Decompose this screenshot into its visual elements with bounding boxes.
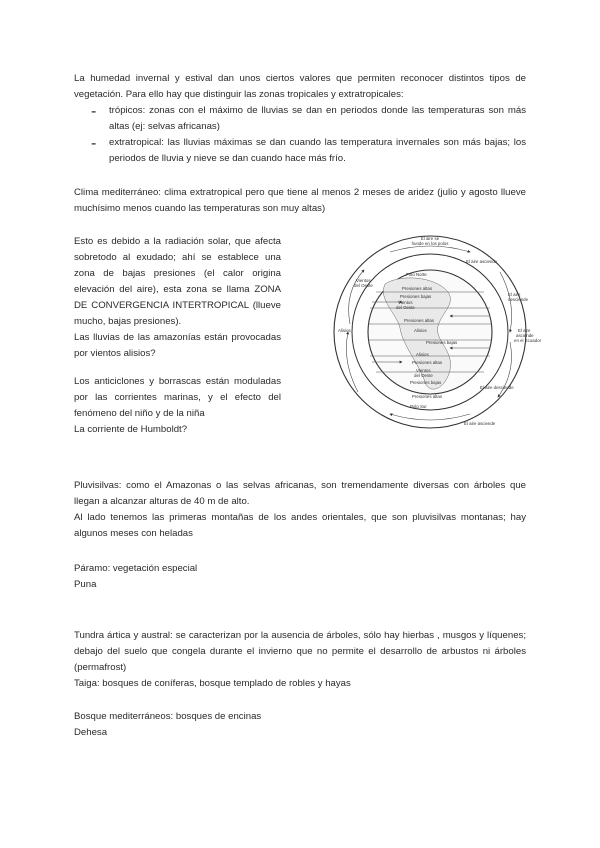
amazonia-paragraph: Las lluvias de las amazonías están provocadas por vientos alisios? [74, 332, 281, 359]
bullet-tropicos [74, 103, 526, 135]
puna-line: Puna [74, 579, 97, 590]
paramo-section [74, 561, 526, 593]
svg-text:Presiones altas: Presiones altas [412, 394, 443, 399]
bullet-tropicos-text: trópicos: zonas con el máximo de lluvias se dan en periodos donde las temperaturas son más altas (ej: selvas africanas) [109, 105, 526, 132]
intro-paragraph: La humedad invernal y estival dan unos ciertos valores que permiten reconocer distintos tipos de vegetación. Para ello hay que distinguir las zonas tropicales y extratropicales: [74, 73, 526, 100]
svg-text:hunde en los polos: hunde en los polos [411, 241, 449, 246]
svg-text:del Oeste: del Oeste [396, 305, 415, 310]
svg-text:asciende: asciende [516, 333, 534, 338]
svg-text:Presiones altas: Presiones altas [402, 286, 433, 291]
svg-text:Presiones bajas: Presiones bajas [426, 340, 458, 345]
svg-text:del Oeste: del Oeste [354, 283, 373, 288]
intro-section [74, 71, 526, 167]
tundra-section [74, 628, 526, 692]
svg-text:en el Ecuador: en el Ecuador [514, 338, 542, 343]
humboldt-line: La corriente de Humboldt? [74, 424, 188, 435]
svg-text:del Oeste: del Oeste [414, 373, 433, 378]
svg-text:El aire asciende: El aire asciende [464, 421, 496, 426]
spacer [74, 362, 281, 374]
atmospheric-circulation-diagram [330, 232, 542, 432]
taiga-line: Taiga: bosques de coníferas, bosque templado de robles y hayas [74, 678, 351, 689]
paramo-line: Páramo: vegetación especial [74, 563, 198, 574]
bullet-dash: - [91, 103, 97, 120]
bullet-extratropical-text: extratropical: las lluvias máximas se dan cuando las temperatura invernales son más bajas; los periodos de lluvia y nieve se dan cuando hace más frío. [109, 137, 526, 164]
svg-text:El aire desciende: El aire desciende [480, 385, 514, 390]
svg-text:Polo Sur: Polo Sur [410, 404, 427, 409]
svg-text:El aire: El aire [518, 328, 531, 333]
bosque-section [74, 709, 526, 741]
radiacion-paragraph: Esto es debido a la radiación solar, que afecta sobretodo al exudado; ahí se establece una zona de bajas presiones (el calor origina elevación del aire), esta zona se llama ZONA DE CONVERGENCIA INTERTROPICAL (llueve mucho, bajas presiones). [74, 236, 281, 327]
pluvisilvas-section [74, 478, 526, 542]
mediterraneo-paragraph: Clima mediterráneo: clima extratropical pero que tiene al menos 2 meses de aridez (julio y agosto llueve muchísimo menos cuando las temperaturas son muy altas) [74, 187, 526, 214]
svg-text:Vientos: Vientos [398, 300, 413, 305]
mediterraneo-section [74, 185, 526, 217]
svg-text:Presiones altas: Presiones altas [412, 360, 443, 365]
svg-text:El aire se: El aire se [420, 236, 440, 241]
anticiclones-paragraph: Los anticiclones y borrascas están moduladas por las corrientes marinas, y el efecto del fenómeno del niño y de la niña [74, 376, 281, 419]
svg-text:Presiones altas: Presiones altas [404, 318, 435, 323]
svg-text:Alisios: Alisios [338, 328, 351, 333]
tundra-paragraph: Tundra ártica y austral: se caracterizan por la ausencia de árboles, sólo hay hierbas , musgos y líquenes; debajo del suelo que congela durante el invierno que no permite el desarrollo de arbustos ni árboles (permafrost) [74, 630, 526, 673]
svg-text:Polo Norte: Polo Norte [406, 272, 427, 277]
svg-text:El aire asciende: El aire asciende [466, 259, 498, 264]
svg-text:El aire: El aire [508, 292, 521, 297]
svg-text:Alisios: Alisios [414, 328, 427, 333]
left-column [74, 234, 281, 438]
montanas-paragraph: Al lado tenemos las primeras montañas de los andes orientales, que son pluvisilvas montanas; hay algunos meses con heladas [74, 512, 526, 539]
bullet-extratropical [74, 135, 526, 167]
bosque-line: Bosque mediterráneos: bosques de encinas [74, 711, 262, 722]
bullet-dash: - [91, 135, 97, 152]
svg-text:Presiones bajas: Presiones bajas [410, 380, 442, 385]
svg-text:desciende: desciende [508, 297, 529, 302]
svg-text:Vientos: Vientos [416, 368, 431, 373]
svg-text:Vientos: Vientos [356, 278, 371, 283]
dehesa-line: Dehesa [74, 727, 108, 738]
svg-text:Alisios: Alisios [416, 352, 429, 357]
svg-text:Presiones bajas: Presiones bajas [400, 294, 432, 299]
pluvisilvas-paragraph: Pluvisilvas: como el Amazonas o las selvas africanas, son tremendamente diversas con árboles que llegan a alcanzar alturas de 40 m de alto. [74, 480, 526, 507]
